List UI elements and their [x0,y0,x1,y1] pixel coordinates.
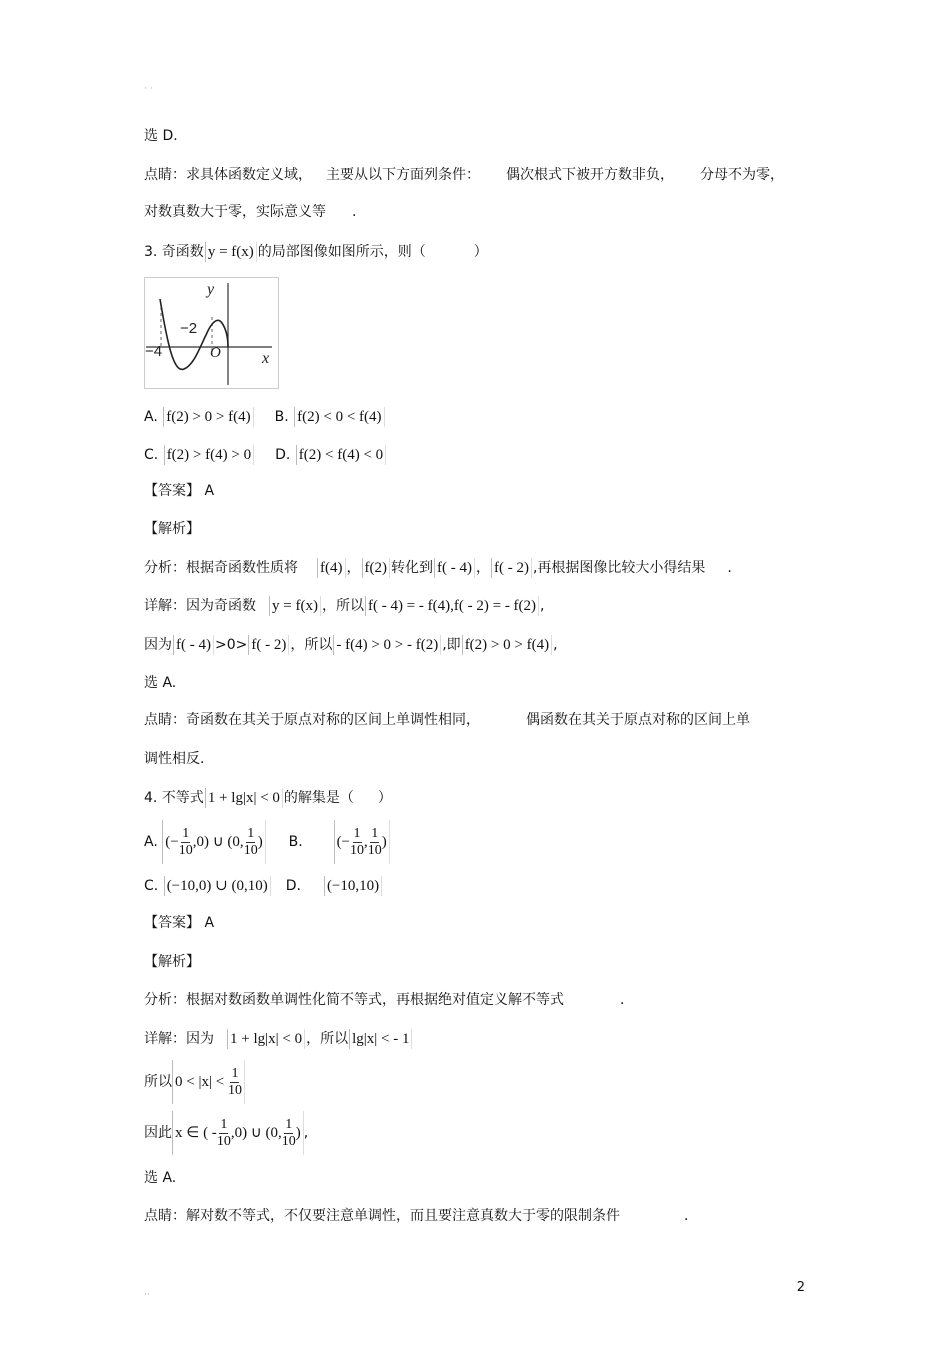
text-segment: . [727,560,732,576]
fraction-numerator: 1 [247,825,255,841]
option-label: C. [144,878,159,894]
text-segment: >0> [214,637,248,653]
text-segment: 偶函数在其关于原点对称的区间上单 [526,712,750,728]
question-3 [144,242,488,262]
fraction [350,826,364,859]
formula-part: (− [336,834,351,850]
fraction-denominator: 10 [367,842,382,858]
text-segment: 因为 [144,637,172,653]
text-segment: 3. 奇函数 [144,244,204,260]
answer-line: 【答案】 A [144,915,215,931]
answer-line: 【答案】 A [144,483,215,499]
option-label: A. [144,409,158,425]
option-b-formula: f(2) < 0 < f(4) [294,407,384,427]
text-segment: , [303,1125,309,1141]
text-segment: 详解：因为奇函数 [144,598,256,614]
text-segment: ） [377,790,392,806]
text-segment: 分母不为零， [700,167,784,183]
text-segment: ， [346,560,361,576]
text-segment: 分析：根据奇函数性质将 [144,560,298,576]
fraction-denominator: 10 [243,842,258,858]
fraction-numerator: 1 [231,1065,239,1081]
header-marks: · · [144,84,153,94]
option-label: C. [144,447,159,463]
formula-part: ,0) ∪ (0, [230,1125,282,1141]
math-formula: f( - 2) [248,635,289,655]
fraction-numerator: 1 [182,825,190,841]
fraction-denominator: 10 [216,1133,231,1149]
option-label: B. [274,409,289,425]
option-c-formula: (−10,0) ∪ (0,10) [164,876,271,896]
page-number: 2 [796,1280,805,1295]
text-segment: ， [475,560,490,576]
text-segment: 所以 [144,1074,172,1090]
text-segment: ，所以 [306,1031,349,1047]
text-line [144,1060,245,1104]
math-formula: 1 + lg|x| < 0 [205,788,283,808]
option-label: B. [288,834,303,850]
math-formula: lg|x| < - 1 [349,1029,412,1049]
math-formula: 1 + lg|x| < 0 [227,1029,305,1049]
formula-part: ) [257,834,263,850]
text-line [144,165,784,185]
fraction-numerator: 1 [220,1116,228,1132]
text-line [144,1029,413,1049]
text-segment: 对数真数大于零，实际意义等 [144,204,326,220]
text-segment: 的解集是（ [283,790,354,806]
option-d-formula: (−10,10) [324,876,382,896]
text-segment: ,再根据图像比较大小得结果 [532,560,706,576]
math-formula: y = f(x) [205,242,257,262]
fraction-denominator: 10 [281,1133,296,1149]
option-c-formula: f(2) > f(4) > 0 [164,445,254,465]
fraction [179,826,193,859]
text-segment: 分析：根据对数函数单调性化简不等式，再根据绝对值定义解不等式 [144,992,564,1008]
formula-part: 0 < |x| < [175,1074,225,1090]
text-segment: , [553,637,558,653]
formula-part: (− [165,834,179,850]
text-segment: ） [473,244,488,260]
math-formula [172,1111,304,1155]
text-segment: 详解：因为 [144,1031,214,1047]
text-segment: . [352,204,357,220]
text-segment: 点睛：求具体函数定义域， [144,167,312,183]
fraction [228,1066,242,1099]
fraction-denominator: 10 [178,842,193,858]
formula-part: ) [295,1125,301,1141]
options-row [144,407,386,427]
math-formula: f( - 4) = - f(4),f( - 2) = - f(2) [365,596,539,616]
fraction-numerator: 1 [285,1116,293,1132]
text-segment: . [620,992,625,1008]
text-segment: ，所以 [321,598,364,614]
text-line: 选 D. [144,128,178,144]
text-segment: 偶次根式下被开方数非负， [506,167,674,183]
fraction [244,826,258,859]
text-line: 选 A. [144,1170,177,1186]
text-segment: 点睛：奇函数在其关于原点对称的区间上单调性相同， [144,712,480,728]
text-segment: 的局部图像如图所示，则（ [257,244,426,260]
fraction [368,826,382,859]
text-segment: 4. 不等式 [144,790,204,806]
question-4 [144,788,392,808]
origin-label: O [210,345,221,361]
math-formula: f( - 2) [491,558,532,578]
tick-label-minus2: −2 [180,320,198,337]
option-label: A. [144,834,158,850]
text-segment: , [540,598,545,614]
fraction [217,1117,231,1150]
text-segment: 点睛：解对数不等式，不仅要注意单调性，而且要注意真数大于零的限制条件 [144,1208,620,1224]
option-label: D. [285,878,301,894]
footer-marks: ·· [144,1290,150,1300]
analysis-heading: 【解析】 [144,954,200,970]
text-segment: 转化到 [391,560,433,576]
function-graph [144,277,279,389]
options-row [144,876,383,896]
text-segment: . [684,1208,689,1224]
text-line [144,1111,308,1155]
text-segment: ,即 [442,637,461,653]
text-line: 调性相反. [144,751,205,767]
text-segment: 主要从以下方面列条件： [326,167,480,183]
text-line [144,558,732,578]
option-d-formula: f(2) < f(4) < 0 [296,445,386,465]
math-formula: f( - 4) [173,635,214,655]
x-label: x [262,350,270,367]
option-label: D. [275,447,291,463]
fraction-denominator: 10 [350,842,365,858]
text-line: 选 A. [144,675,177,691]
formula-part: , [364,834,368,850]
math-formula: f( - 4) [434,558,475,578]
fraction-numerator: 1 [353,825,361,841]
text-line [144,202,356,222]
math-formula: f(4) [317,558,346,578]
math-formula: - f(4) > 0 > - f(2) [333,635,441,655]
text-line [144,596,545,616]
option-a-formula [162,820,265,864]
fraction-denominator: 10 [227,1082,242,1098]
text-segment: ，所以 [290,637,333,653]
options-row [144,445,387,465]
text-line [144,710,750,730]
option-b-formula [334,820,390,864]
text-line [144,1206,688,1226]
y-label: y [207,281,215,298]
formula-part: x ∈ ( - [175,1125,217,1141]
formula-part: ,0) ∪ (0, [192,834,244,850]
math-formula: y = f(x) [269,596,321,616]
options-row [144,820,390,864]
option-a-formula: f(2) > 0 > f(4) [163,407,253,427]
formula-part: ) [381,834,387,850]
fraction [282,1117,296,1150]
text-line [144,635,558,655]
text-segment: 因此 [144,1125,172,1141]
text-line [144,990,624,1010]
tick-label-minus4: −4 [145,343,163,360]
math-formula: f(2) > 0 > f(4) [462,635,552,655]
fraction-numerator: 1 [371,825,379,841]
math-formula: f(2) [362,558,391,578]
analysis-heading: 【解析】 [144,521,200,537]
math-formula [172,1060,245,1104]
